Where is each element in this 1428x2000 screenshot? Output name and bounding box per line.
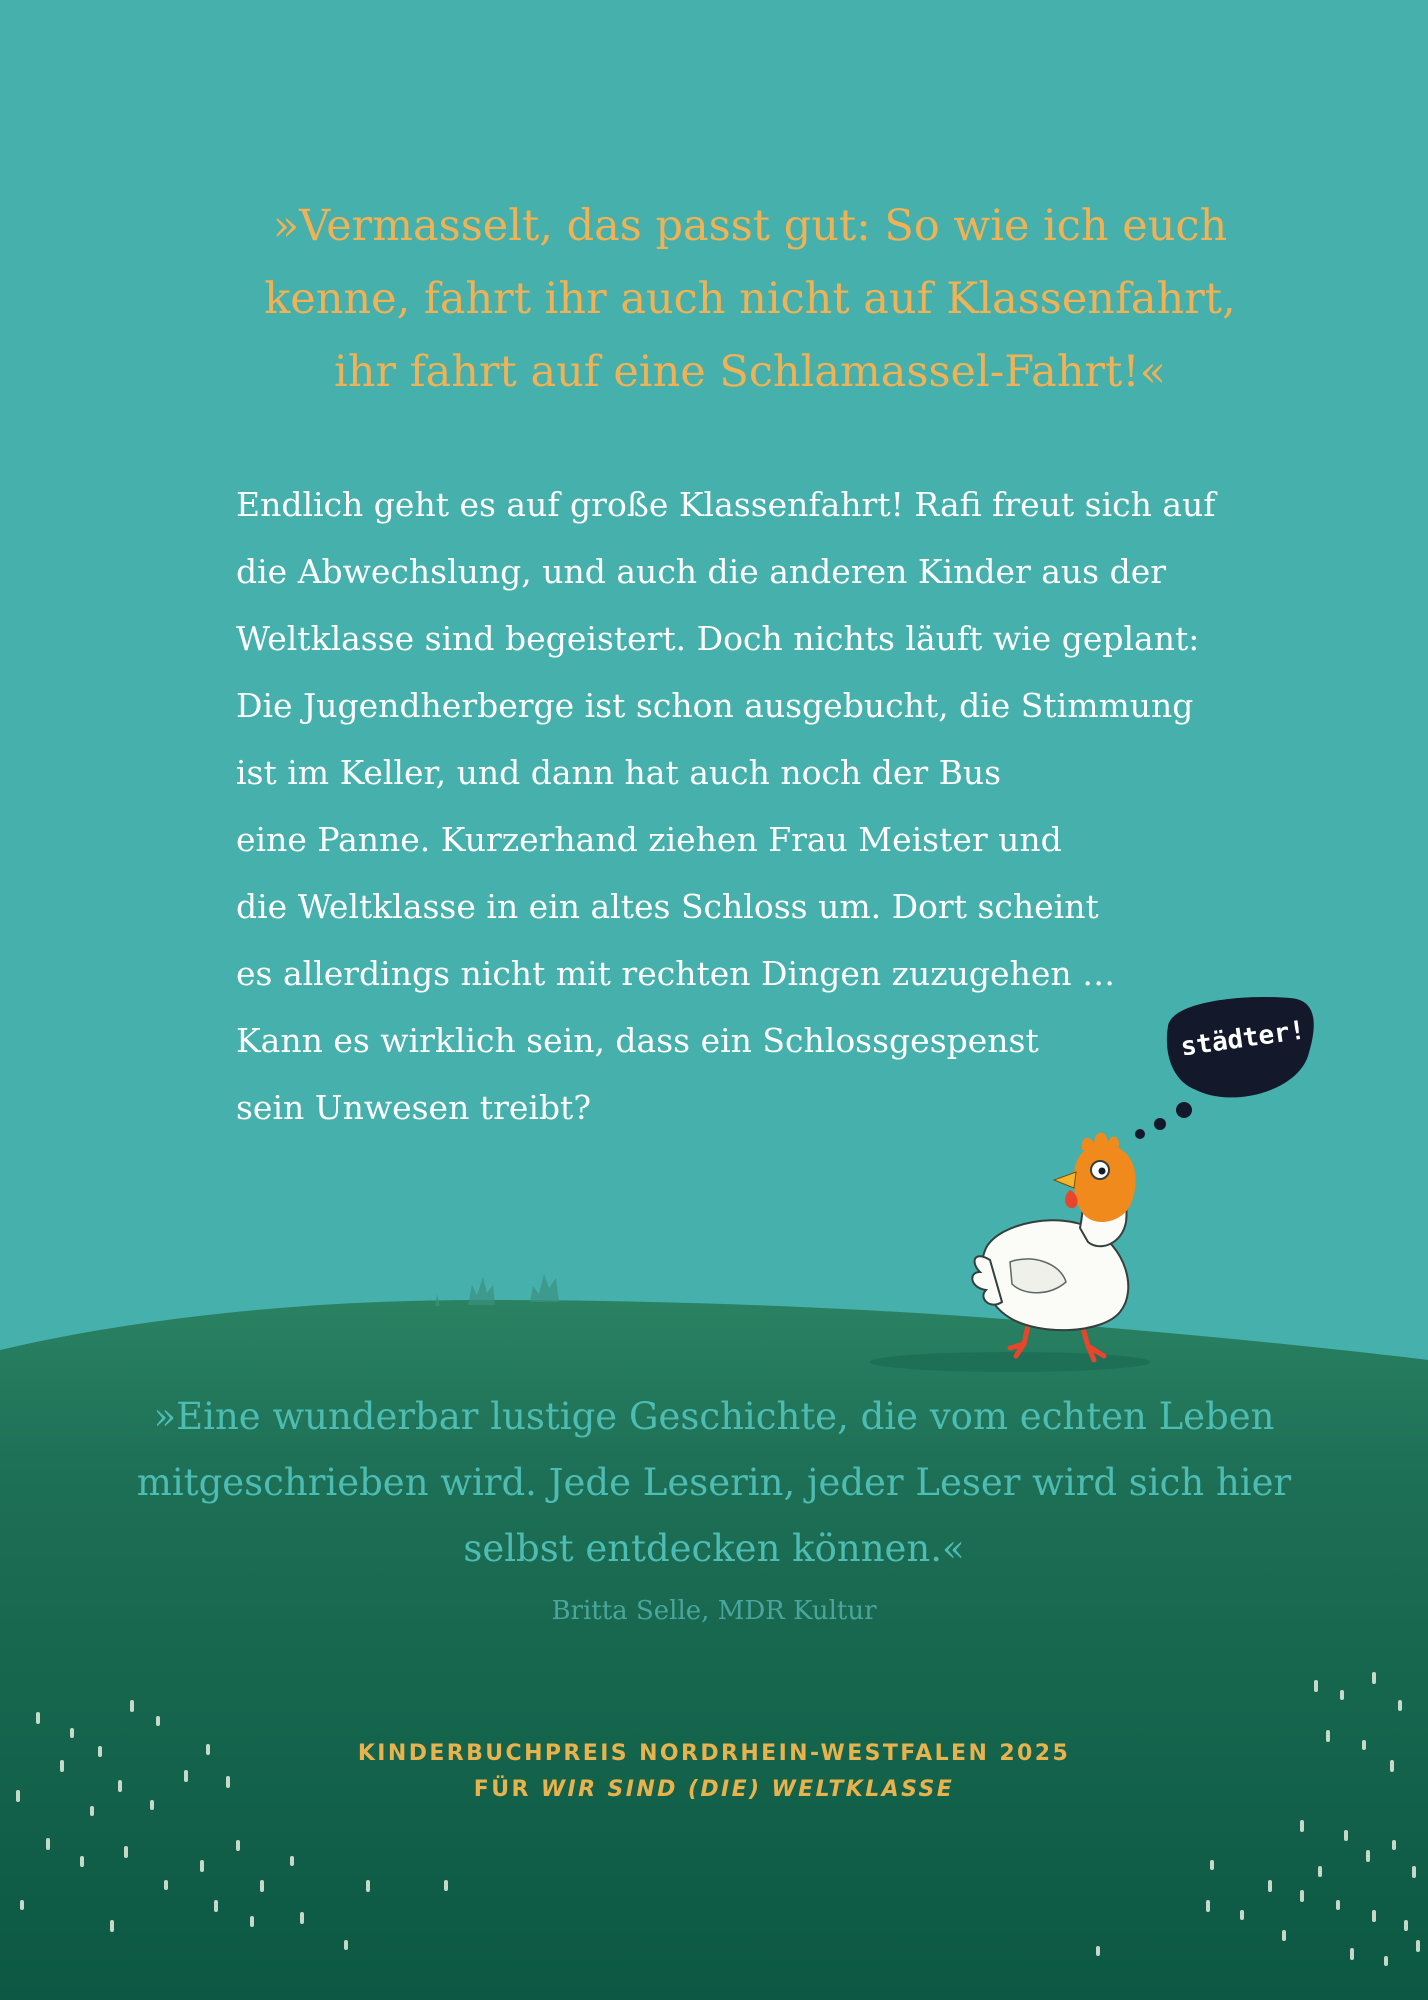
blurb-line: die Abwechslung, und auch die anderen Kinder aus der [236, 552, 1167, 591]
review-line: »Eine wunderbar lustige Geschichte, die vom echten Leben [153, 1395, 1275, 1438]
chicken-pupil [1099, 1168, 1106, 1175]
blurb-line: es allerdings nicht mit rechten Dingen zuzugehen … [236, 954, 1116, 993]
chicken-shadow [870, 1352, 1150, 1372]
award-line-1: KINDERBUCHPREIS NORDRHEIN-WESTFALEN 2025 [357, 1741, 1071, 1766]
headline-line: kenne, fahrt ihr auch nicht auf Klassenfahrt, [264, 274, 1236, 324]
award-book-title: WIR SIND (DIE) WELTKLASSE [540, 1777, 955, 1802]
review-line: mitgeschrieben wird. Jede Leserin, jeder Leser wird sich hier [136, 1461, 1292, 1504]
book-blurb [236, 471, 1246, 1141]
award-prefix: FÜR [473, 1777, 541, 1802]
blurb-line: die Weltklasse in ein altes Schloss um. Dort scheint [236, 887, 1099, 926]
blurb-line: Kann es wirklich sein, dass ein Schlossgespenst [236, 1021, 1039, 1060]
blurb-line: Die Jugendherberge ist schon ausgebucht, die Stimmung [236, 686, 1194, 725]
blurb-line: sein Unwesen treibt? [236, 1088, 592, 1127]
speech-bubble-text: städter! [1178, 1015, 1308, 1063]
chicken-head [1074, 1144, 1136, 1222]
review-quote [114, 1384, 1314, 1582]
review-line: selbst entdecken können.« [463, 1527, 965, 1570]
review-source: Britta Selle, MDR Kultur [551, 1596, 877, 1626]
headline-quote [200, 190, 1300, 409]
blurb-line: ist im Keller, und dann hat auch noch der Bus [236, 753, 1002, 792]
award-notice [314, 1736, 1114, 1808]
blurb-line: Weltklasse sind begeistert. Doch nichts läuft wie geplant: [236, 619, 1200, 658]
headline-line: »Vermasselt, das passt gut: So wie ich euch [272, 201, 1228, 251]
blurb-line: eine Panne. Kurzerhand ziehen Frau Meister und [236, 820, 1062, 859]
award-line-2 [314, 1772, 1114, 1808]
headline-line: ihr fahrt auf eine Schlamassel-Fahrt!« [334, 347, 1166, 397]
blurb-line: Endlich geht es auf große Klassenfahrt! Rafi freut sich auf [236, 485, 1216, 524]
